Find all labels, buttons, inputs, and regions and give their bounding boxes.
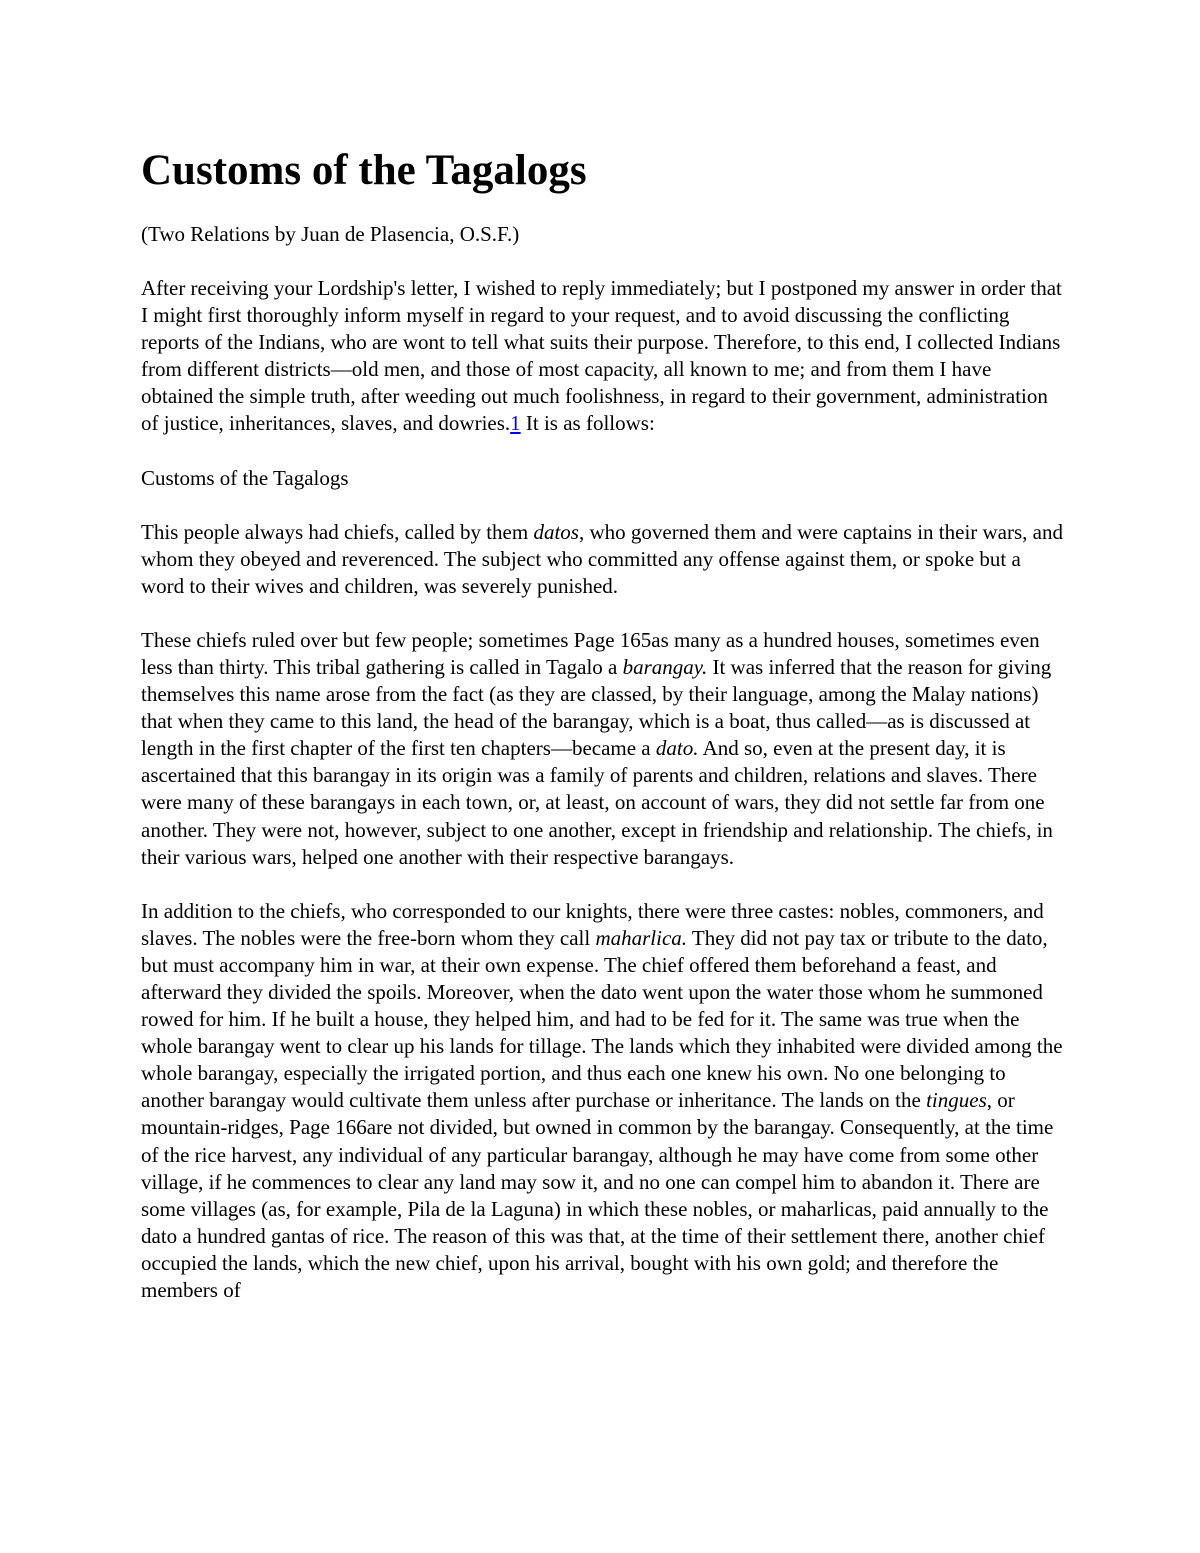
- intro-text: After receiving your Lordship's letter, I wished to reply immediately; but I postponed my answer in order that I might first thoroughly inform myself in regard to your request, and to avoid discussing the conflicting reports of the Indians, who are wont to tell what suits their purpose. Therefore, to this end, I collected Indians from different districts—old men, and those of most capacity, all known to me; and from them I have obtained the simple truth, after weeding out much foolishness, in regard to their government, administration of justice, inheritances, slaves, and dowries.: [141, 276, 1062, 436]
- paragraph-text: These chiefs ruled over but few people; sometimes Page 165as many as a hundred houses, sometimes even less than thirty. This tribal gathering is called in Tagalo a: [141, 627, 1040, 679]
- intro-text-end: It is as follows:: [520, 411, 655, 436]
- paragraph-chiefs: [141, 519, 1066, 600]
- subtitle: (Two Relations by Juan de Plasencia, O.S.F.): [141, 222, 520, 246]
- paragraph-text: , who governed them and were captains in their wars, and whom they obeyed and reverenced. The subject who committed any offense against them, or spoke but a word to their wives and children, was severely punished.: [141, 519, 1063, 598]
- document-page: [141, 143, 1066, 1304]
- paragraph-text: And so, even at the present day, it is ascertained that this barangay in its origin was a family of parents and children, relations and slaves. There were many of these barangays in each town, or, at least, on account of wars, they did not settle far from one another. They were not, however, subject to one another, except in friendship and relationship. The chiefs, in their various wars, helped one another with their respective barangays.: [141, 736, 1053, 869]
- paragraph-text: This people always had chiefs, called by them: [141, 519, 534, 544]
- italic-term: maharlica.: [595, 925, 688, 950]
- paragraph-barangay: [141, 627, 1066, 871]
- paragraph-text: , or mountain-ridges, Page 166are not divided, but owned in common by the barangay. Consequently, at the time of the rice harvest, any individual of any particular barangay, although he may have come from some other village, if he commences to clear any land may sow it, and no one can compel him to abandon it. There are some villages (as, for example, Pila de la Laguna) in which these nobles, or maharlicas, paid annually to the dato a hundred gantas of rice. The reason of this was that, at the time of their settlement there, another chief occupied the lands, which the new chief, upon his arrival, bought with his own gold; and therefore the members of: [141, 1088, 1054, 1302]
- italic-term: tingues: [926, 1088, 987, 1113]
- italic-term: barangay.: [622, 654, 708, 679]
- footnote-link[interactable]: 1: [510, 411, 521, 436]
- paragraph-castes: [141, 898, 1066, 1304]
- paragraph-text: It was inferred that the reason for giving themselves this name arose from the fact (as they are classed, by their language, among the Malay nations) that when they came to this land, the head of the barangay, which is a boat, thus called—as is discussed at length in the first chapter of the first ten chapters—became a: [141, 654, 1052, 761]
- section-heading: Customs of the Tagalogs: [141, 465, 349, 490]
- paragraph-text: They did not pay tax or tribute to the dato, but must accompany him in war, at their own expense. The chief offered them beforehand a feast, and afterward they divided the spoils. Moreover, when the dato went upon the water those whom he summoned rowed for him. If he built a house, they helped him, and had to be fed for it. The same was true when the whole barangay went to clear up his lands for tillage. The lands which they inhabited were divided among the whole barangay, especially the irrigated portion, and thus each one knew his own. No one belonging to another barangay would cultivate them unless after purchase or inheritance. The lands on the: [141, 925, 1063, 1113]
- intro-paragraph: [141, 275, 1066, 438]
- paragraph-text: In addition to the chiefs, who corresponded to our knights, there were three castes: nobles, commoners, and slaves. The nobles were the free-born whom they call: [141, 898, 1044, 950]
- page-title: Customs of the Tagalogs: [141, 147, 587, 194]
- italic-term: datos: [533, 519, 579, 544]
- italic-term: dato.: [655, 736, 699, 761]
